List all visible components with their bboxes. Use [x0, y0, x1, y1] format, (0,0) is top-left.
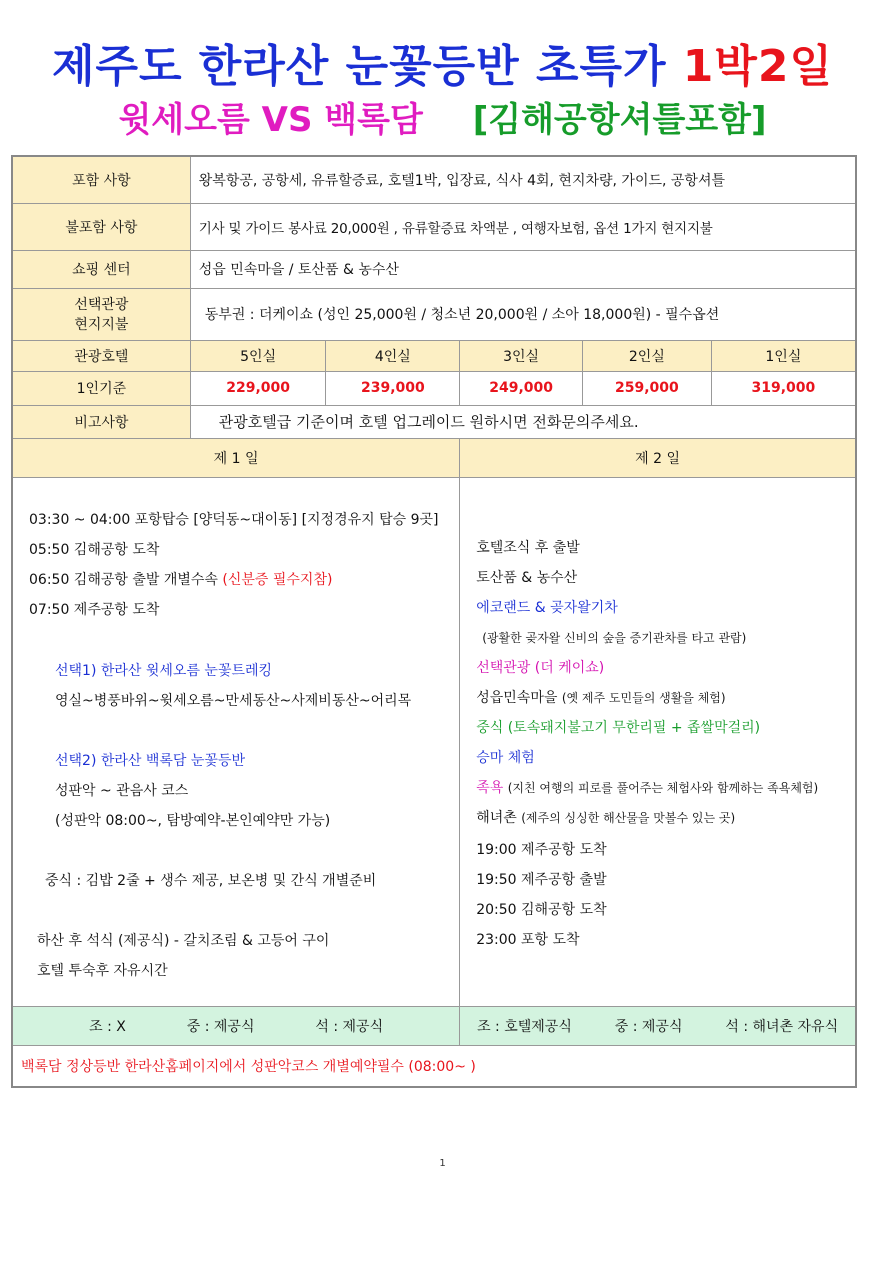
day2-item: 19:00 제주공항 도착: [476, 841, 607, 858]
day1-item: 하산 후 석식 (제공식) - 갈치조림 & 고등어 구이: [37, 932, 330, 949]
day1-item: 중식 : 김밥 2줄 + 생수 제공, 보온병 및 간식 개별준비: [45, 872, 377, 889]
meals-row: [12, 1006, 856, 1045]
exclude-label: 불포함 사항: [12, 203, 190, 250]
exclude-value: 기사 및 가이드 봉사료 20,000원 , 유류할증료 차액분 , 여행자보험, 옵션 1가지 현지지불: [190, 203, 856, 250]
exclude-row: [12, 203, 856, 250]
day1-option2-title: 선택2) 한라산 백록담 눈꽃등반: [55, 752, 246, 769]
room-row: [12, 340, 856, 371]
day2-item: [476, 807, 735, 827]
day1-item: [29, 569, 332, 589]
day1-lunch: 중 : 제공식: [186, 1018, 255, 1035]
room-type: 3인실: [460, 340, 583, 371]
booking-note: 백록담 정상등반 한라산홈페이지에서 성판악코스 개별예약필수 (08:00~ ): [12, 1045, 856, 1087]
room-type: 2인실: [583, 340, 712, 371]
option-label-line1: 선택관광: [74, 297, 129, 313]
day2-breakfast: 조 : 호텔제공식: [477, 1018, 572, 1035]
day2-dinner: 석 : 해녀촌 자유식: [725, 1018, 839, 1035]
room-type: 5인실: [190, 340, 326, 371]
day2-item: 호텔조식 후 출발: [476, 539, 580, 556]
title-duration: 1박2일: [682, 41, 834, 92]
include-label: 포함 사항: [12, 156, 190, 203]
day2-item: 19:50 제주공항 출발: [476, 871, 607, 888]
day1-item: 영실~병풍바위~윗세오름~만세동산~사제비동산~어리목: [55, 692, 412, 709]
day2-item: 에코랜드 & 곶자왈기차: [476, 599, 618, 616]
day2-item-detail: (광활한 곶자왈 신비의 숲을 증기관차를 타고 관람): [482, 630, 747, 645]
day1-dinner: 석 : 제공식: [315, 1018, 384, 1035]
page-number: 1: [439, 1158, 446, 1169]
option-label-line2: 현지지불: [74, 317, 129, 333]
day2-item-detail: (옛 제주 도민들의 생활을 체험): [561, 690, 726, 705]
day2-item: 20:50 김해공항 도착: [476, 901, 607, 918]
subtitle-shuttle: [김해공항셔틀포함]: [472, 100, 767, 140]
hotel-label: 관광호텔: [12, 340, 190, 371]
price: 239,000: [326, 371, 460, 405]
option-label: [12, 288, 190, 340]
room-type: 1인실: [711, 340, 856, 371]
day2-item: 토산품 & 농수산: [476, 569, 578, 586]
shopping-value: 성읍 민속마을 / 토산품 & 농수산: [190, 250, 856, 288]
note-row: [12, 1045, 856, 1087]
day2-item-text: 족욕: [476, 779, 508, 796]
day2-item-text: 성읍민속마을: [476, 689, 562, 706]
day2-item-detail: (제주의 싱싱한 해산물을 맛볼수 있는 곳): [521, 810, 736, 825]
day1-header: 제 1 일: [12, 438, 460, 477]
schedule-row: [12, 477, 856, 1006]
day1-item: 03:30 ~ 04:00 포항탑승 [양덕동~대이동] [지정경유지 탑승 9곳]: [29, 511, 439, 528]
day1-item: (성판악 08:00~, 탐방예약-본인예약만 가능): [55, 812, 331, 829]
day1-breakfast: 조 : X: [89, 1018, 126, 1035]
per-person-label: 1인기준: [12, 371, 190, 405]
day1-item: 호텔 투숙후 자유시간: [37, 962, 168, 979]
price: 259,000: [583, 371, 712, 405]
day1-schedule: [12, 477, 460, 1006]
option-value: 동부권 : 더케이쇼 (성인 25,000원 / 청소년 20,000원 / 소아 18,000원) - 필수옵션: [190, 288, 856, 340]
page-title: [0, 30, 885, 94]
day2-item: [476, 687, 725, 707]
day2-item: [476, 777, 818, 797]
day2-schedule: [460, 477, 856, 1006]
remarks-row: [12, 405, 856, 438]
shopping-row: [12, 250, 856, 288]
day-header-row: [12, 438, 856, 477]
day2-item-detail: (지친 여행의 피로를 풀어주는 체험사와 함께하는 족욕체험): [507, 780, 819, 795]
day1-item: 07:50 제주공항 도착: [29, 601, 160, 618]
shopping-label: 쇼핑 센터: [12, 250, 190, 288]
day1-item-text: 06:50 김해공항 출발 개별수속: [29, 571, 223, 588]
include-row: [12, 156, 856, 203]
day2-meals: [460, 1006, 856, 1045]
day2-item-text: 해녀촌: [476, 809, 522, 826]
option-row: [12, 288, 856, 340]
day2-lunch: 중 : 제공식: [614, 1018, 683, 1035]
room-type: 4인실: [326, 340, 460, 371]
subtitle-route: 윗세오름 VS 백록담: [118, 100, 423, 140]
price: 249,000: [460, 371, 583, 405]
tour-table: [11, 155, 857, 1088]
day2-item: 승마 체험: [476, 749, 535, 766]
price: 319,000: [711, 371, 856, 405]
remarks-value: 관광호텔급 기준이며 호텔 업그레이드 원하시면 전화문의주세요.: [190, 405, 856, 438]
day1-option1-title: 선택1) 한라산 윗세오름 눈꽃트레킹: [55, 662, 273, 679]
day1-item-alert: (신분증 필수지참): [222, 571, 333, 588]
title-main: 제주도 한라산 눈꽃등반 초특가: [51, 41, 667, 92]
day1-item: 05:50 김해공항 도착: [29, 541, 160, 558]
page-subtitle: [0, 92, 885, 141]
day2-item: 중식 (토속돼지불고기 무한리필 + 좁쌀막걸리): [476, 719, 761, 736]
day1-item: 성판악 ~ 관음사 코스: [55, 782, 189, 799]
include-value: 왕복항공, 공항세, 유류할증료, 호텔1박, 입장료, 식사 4회, 현지차량, 가이드, 공항셔틀: [190, 156, 856, 203]
remarks-label: 비고사항: [12, 405, 190, 438]
day2-header: 제 2 일: [460, 438, 856, 477]
day2-item: 23:00 포항 도착: [476, 931, 580, 948]
day1-meals: [12, 1006, 460, 1045]
day2-item: 선택관광 (더 케이쇼): [476, 659, 605, 676]
price-row: [12, 371, 856, 405]
price: 229,000: [190, 371, 326, 405]
